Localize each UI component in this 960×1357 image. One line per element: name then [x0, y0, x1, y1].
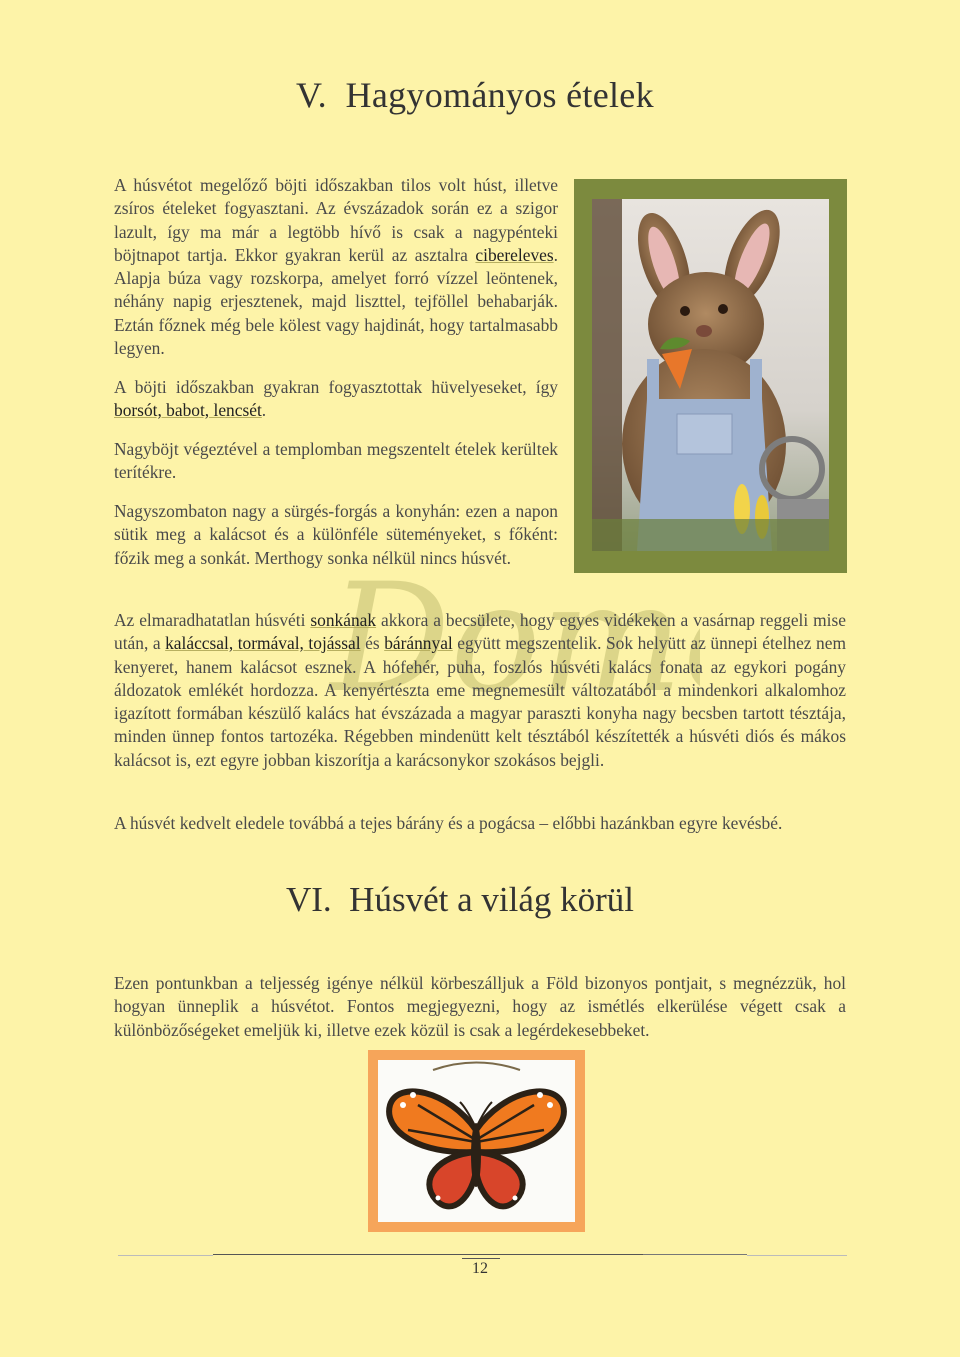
paragraph-huvelyesek	[114, 376, 558, 423]
page-number: 12	[472, 1260, 488, 1277]
text-run: együtt megszentelik. Sok helyütt az ünnepi ételhez nem kenyeret, hanem kalácsot esznek. A hófehér, puha, foszlós húsvéti kalács fonata az egykori pogány áldozatok emlékét hordozza. A kenyértészta eme megnemesült változatából a mindenkori alkalomhoz igazított formában készülő kalács hat évszázada a magyar paraszti konyha nagy becsben tartott tésztája, minden ünnep fontos tartozéka. Régebben mindenütt kelt tésztából készítették a húsvéti diós és mákos kalácsot is, ezt egyre jobban kiszorítja a karácsonykor szokásos bejgli.	[114, 633, 847, 770]
watermark-text: Dom	[330, 552, 683, 726]
link-sonka[interactable]: sonkának	[310, 610, 377, 630]
text-run: akkora a becsülete, hogy egyes vidékeken a vasárnap reggeli mise után, a	[114, 610, 846, 654]
paragraph-bojti-idoszak	[114, 174, 558, 360]
paragraph-vilag-korul: Ezen pontunkban a teljesség igénye nélkül körbeszálljuk a Föld bizonyos pontjait, s megnézzük, hol hogyan ünneplik a húsvétot. Fontos megjegyezni, hogy az ismétlés elkerülése végett csak a különbözőségeket emeljük ki, illetve ezek közül is csak a legérdekesebbeket.	[114, 973, 846, 1040]
footer-rule	[213, 1254, 643, 1255]
link-barany[interactable]: báránnyal	[384, 633, 453, 654]
footer-rule	[747, 1255, 847, 1256]
bunny-picture-frame	[574, 179, 847, 573]
text-run: és	[360, 633, 385, 654]
paragraph-sonka-kalacs	[114, 609, 846, 772]
paragraph-tejes-barany: A húsvét kedvelt eledele továbbá a tejes bárány és a pogácsa – előbbi hazánkban egyre kevésbé.	[114, 813, 783, 833]
easter-bunny-image	[592, 199, 829, 551]
text-run: . Alapja búza vagy rozskorpa, amelyet forró vízzel leöntenek, néhány napig erjesztenek, majd liszttel, tejföllel behabarják. Eztán főznek még bele kölest vagy hajdinát, hogy tartalmasabb legyen.	[114, 244, 558, 359]
section-title-husvet-a-vilag-korul: VI. Húsvét a világ körül	[286, 880, 634, 919]
text-run: .	[261, 400, 267, 421]
footer-rule	[118, 1255, 213, 1256]
page-number-rule	[462, 1258, 500, 1259]
link-borso-bab-lencse[interactable]: borsót, babot, lencsét	[114, 400, 262, 421]
paragraph-nagyszombat: Nagyszombaton nagy a sürgés-forgás a konyhán: ezen a napon sütik meg a kalácsot és a különféle süteményeket, s főként: főzik meg a sonkát. Merthogy sonka nélkül nincs húsvét.	[114, 501, 558, 568]
link-cibereleves[interactable]: cibereleves	[475, 244, 554, 265]
link-kalacs-torma-tojas[interactable]: kaláccsal, tormával, tojással	[165, 633, 361, 654]
butterfly-image	[378, 1060, 575, 1222]
footer-rule	[643, 1254, 747, 1255]
text-run: Az elmaradhatatlan húsvéti	[114, 610, 311, 630]
section-title-hagyomanyos-etelek: V. Hagyományos ételek	[296, 75, 654, 115]
text-run: A böjti időszakban gyakran fogyasztottak hüvelyeseket, így	[114, 377, 558, 397]
paragraph-nagybojt: Nagyböjt végeztével a templomban megszentelt ételek kerültek terítékre.	[114, 439, 558, 483]
butterfly-picture-frame	[368, 1050, 585, 1232]
text-run: A húsvétot megelőző böjti időszakban tilos volt húst, illetve zsíros ételeket fogyasztani. Az évszázadok során ez a szigor lazult, így ma már a legtöbb hívő is csak a nagypénteki böjtnapot tartja. Ekkor gyakran kerül az asztalra	[114, 175, 558, 265]
